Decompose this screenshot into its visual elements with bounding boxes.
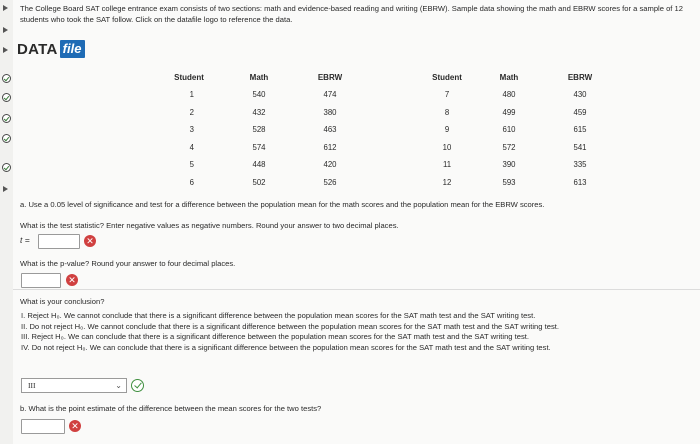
table-row: [150, 86, 620, 104]
p-value-input[interactable]: [21, 273, 61, 288]
point-estimate-input[interactable]: [21, 419, 65, 434]
check-mark-icon[interactable]: [2, 114, 11, 123]
cell-ebrw: 615: [573, 125, 587, 135]
cell-student: 8: [444, 107, 450, 117]
x-circle-icon: ✕: [84, 235, 96, 247]
cell-math: 432: [252, 107, 266, 117]
cell-ebrw: 380: [323, 107, 337, 117]
option-i[interactable]: I. Reject H₀. We cannot conclude that there is a significant difference between the population mean scores for the SAT math test and the SAT writing test.: [21, 311, 536, 320]
conclusion-selected-value: III: [28, 381, 36, 390]
divider: [13, 289, 700, 290]
check-circle-icon: [131, 379, 144, 392]
col-gap: [370, 121, 416, 139]
cell-ebrw: 459: [573, 107, 587, 117]
datafile-logo[interactable]: [17, 38, 85, 60]
col-gap: [370, 86, 416, 104]
cell-math: 572: [502, 142, 516, 152]
datafile-data-word: DATA: [17, 40, 58, 58]
cell-student: 6: [189, 177, 194, 187]
cell-ebrw: 420: [323, 160, 337, 170]
cell-math: 540: [252, 90, 266, 100]
col-header-ebrw: EBRW: [567, 73, 593, 82]
option-ii[interactable]: II. Do not reject H₀. We cannot conclude that there is a significant difference between the population mean scores for the SAT math test and the SAT writing test.: [21, 321, 559, 331]
cell-ebrw: 430: [573, 90, 587, 100]
cell-ebrw: 541: [573, 142, 587, 152]
col-gap: [370, 139, 416, 157]
col-header-math: Math: [499, 73, 519, 82]
cell-math: 390: [502, 160, 516, 170]
table-row: [150, 139, 620, 157]
cell-student: 3: [189, 125, 194, 135]
cell-math: 610: [502, 125, 516, 135]
test-statistic-question: What is the test statistic? Enter negative values as negative numbers. Round your answer to two decimal places.: [20, 221, 399, 230]
left-gutter: [0, 0, 13, 444]
conclusion-question: What is your conclusion?: [20, 297, 105, 306]
col-gap: [370, 104, 416, 122]
expand-arrow-icon[interactable]: [3, 186, 8, 192]
expand-arrow-icon[interactable]: [3, 47, 8, 53]
cell-student: 4: [189, 142, 194, 152]
col-header-student: Student: [174, 73, 204, 82]
cell-math: 574: [252, 142, 266, 152]
part-b-prompt: b. What is the point estimate of the difference between the mean scores for the two tests?: [20, 404, 322, 413]
option-iv[interactable]: IV. Do not reject H₀. We can conclude that there is a significant difference between the population mean scores for the SAT math test and the SAT writing test.: [21, 342, 551, 352]
table-row: [150, 174, 620, 192]
cell-math: 502: [252, 177, 266, 187]
check-mark-icon[interactable]: [2, 74, 11, 83]
x-circle-icon: ✕: [69, 420, 81, 432]
conclusion-select[interactable]: [21, 378, 127, 393]
table-header-row: [150, 69, 620, 86]
t-statistic-input[interactable]: [38, 234, 80, 249]
x-circle-icon: ✕: [66, 274, 78, 286]
cell-student: 11: [442, 160, 452, 170]
problem-intro: The College Board SAT college entrance exam consists of two sections: math and evidence-based reading and writing (EBRW). Sample data showing the math and EBRW scores for a sample of 12 students who took the SAT follow. Click on the datafile logo to reference the data.: [20, 4, 683, 24]
cell-student: 2: [189, 107, 194, 117]
cell-math: 480: [502, 90, 516, 100]
check-mark-icon[interactable]: [2, 134, 11, 143]
check-mark-icon[interactable]: [2, 93, 11, 102]
col-header-ebrw: EBRW: [317, 73, 343, 82]
table-row: [150, 121, 620, 139]
conclusion-options: [20, 311, 692, 353]
cell-student: 1: [189, 90, 194, 100]
cell-ebrw: 612: [323, 142, 337, 152]
cell-ebrw: 474: [323, 90, 337, 100]
col-gap: [370, 69, 416, 86]
cell-student: 7: [444, 90, 450, 100]
col-gap: [370, 156, 416, 174]
cell-math: 528: [252, 125, 266, 135]
cell-ebrw: 335: [573, 160, 587, 170]
check-mark-icon[interactable]: [2, 163, 11, 172]
cell-ebrw: 613: [573, 177, 587, 187]
cell-student: 10: [442, 142, 452, 152]
chevron-down-icon: ⌄: [115, 381, 122, 390]
col-header-math: Math: [249, 73, 269, 82]
col-gap: [370, 174, 416, 192]
cell-ebrw: 463: [323, 125, 337, 135]
t-label: t =: [20, 235, 30, 245]
table-row: [150, 156, 620, 174]
cell-math: 448: [252, 160, 266, 170]
cell-ebrw: 526: [323, 177, 337, 187]
option-iii[interactable]: III. Reject H₀. We can conclude that there is a significant difference between the population mean scores for the SAT math test and the SAT writing test.: [21, 332, 529, 341]
datafile-file-badge: file: [60, 40, 86, 58]
cell-math: 499: [502, 107, 516, 117]
cell-student: 5: [189, 160, 194, 170]
cell-student: 12: [442, 177, 452, 187]
cell-math: 593: [502, 177, 516, 187]
col-header-student: Student: [432, 73, 462, 82]
expand-arrow-icon[interactable]: [3, 27, 8, 33]
sat-data-table: [150, 69, 620, 191]
expand-arrow-icon[interactable]: [3, 5, 8, 11]
p-value-question: What is the p-value? Round your answer to four decimal places.: [20, 259, 236, 268]
table-row: [150, 104, 620, 122]
part-a-prompt: a. Use a 0.05 level of significance and test for a difference between the population mean for the math scores and the population mean for the EBRW scores.: [20, 200, 545, 209]
cell-student: 9: [444, 125, 450, 135]
